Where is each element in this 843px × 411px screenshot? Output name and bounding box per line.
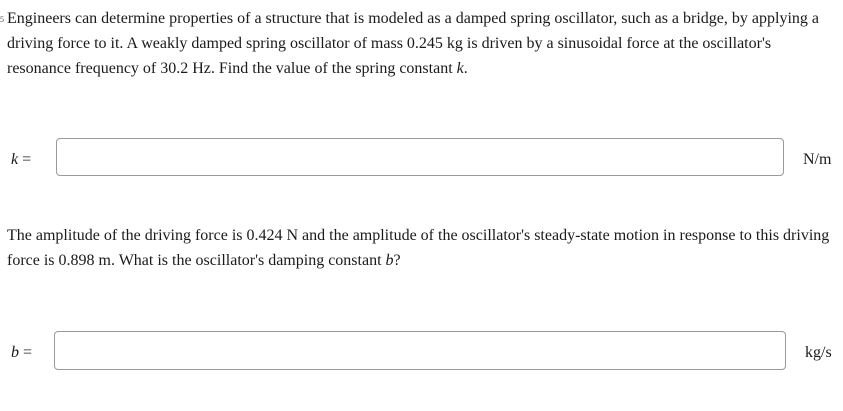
damping-constant-input[interactable] <box>54 331 786 370</box>
question-2-text <box>7 223 841 273</box>
question-number-marker: 5 <box>0 15 4 24</box>
answer-label-k <box>11 150 31 170</box>
answer-label-b-eq: = <box>19 344 33 361</box>
question-1-end: . <box>463 60 468 77</box>
answer-label-k-var: k <box>11 151 19 168</box>
spring-constant-input[interactable] <box>56 138 784 176</box>
question-2-variable: b <box>385 252 394 269</box>
answer-label-b <box>11 343 32 363</box>
spring-constant-unit: N/m <box>803 151 832 168</box>
question-1-variable: k <box>456 60 464 77</box>
question-2-end: ? <box>393 252 401 269</box>
question-1-body: Engineers can determine properties of a structure that is modeled as a damped spring oscillator, such as a bridge, by applying a driving force to it. A weakly damped spring oscillator of mass 0.245 kg is driven by a sinusoidal force at the oscillator's resonance frequency of 30.2 Hz. Find the value of the spring constant <box>7 10 819 77</box>
answer-label-b-var: b <box>11 344 19 361</box>
question-1-text <box>7 6 837 81</box>
question-2-body: The amplitude of the driving force is 0.424 N and the amplitude of the oscillator's steady-state motion in response to this driving force is 0.898 m. What is the oscillator's damping constant <box>7 227 830 269</box>
answer-label-k-eq: = <box>18 151 32 168</box>
damping-constant-unit: kg/s <box>805 344 832 361</box>
